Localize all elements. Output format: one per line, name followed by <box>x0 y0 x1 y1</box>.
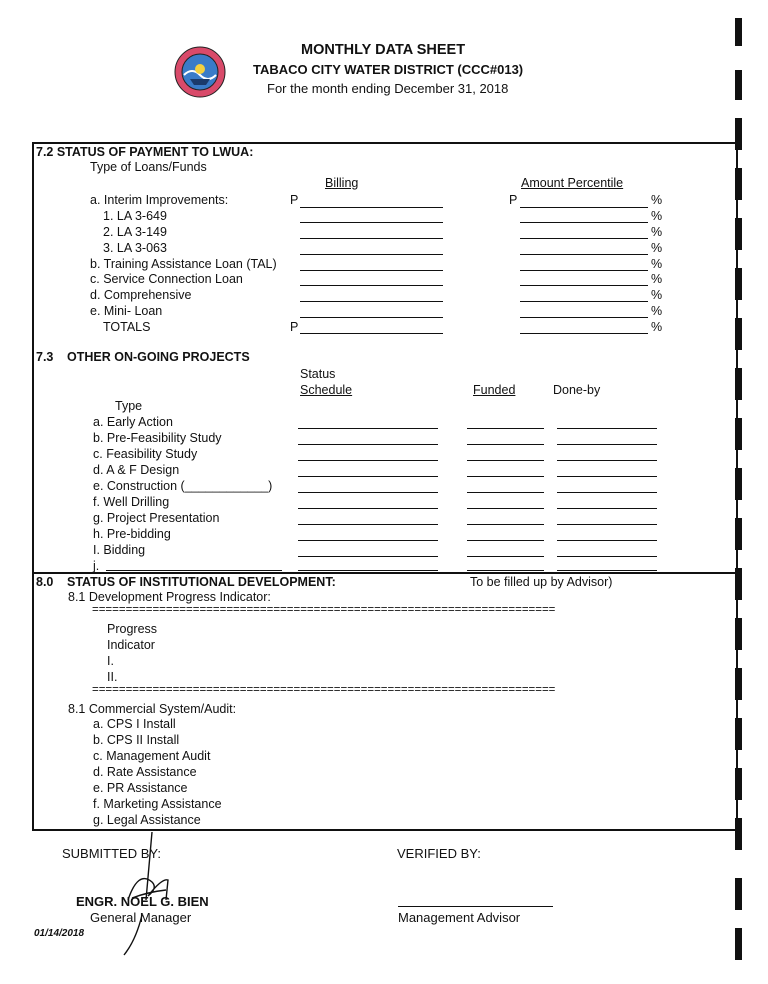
scan-mark <box>735 18 742 46</box>
peso-sign: P <box>290 320 299 334</box>
schedule-field[interactable] <box>298 540 438 541</box>
doneby-field[interactable] <box>557 524 657 525</box>
funded-field[interactable] <box>467 444 544 445</box>
audit-item: g. Legal Assistance <box>93 813 201 827</box>
organization-name: TABACO CITY WATER DISTRICT (CCC#013) <box>253 62 524 77</box>
loan-item: e. Mini- Loan <box>90 304 163 318</box>
advisor-note: To be filled up by Advisor) <box>470 575 613 589</box>
scan-mark <box>735 878 742 910</box>
commercial-audit-label: 8.1 Commercial System/Audit: <box>68 702 237 716</box>
status-column-header: Status <box>300 367 336 381</box>
billing-field[interactable] <box>300 254 443 255</box>
submitted-by-label: SUBMITTED BY: <box>62 846 161 861</box>
peso-sign: P <box>509 193 518 207</box>
submitter-title: General Manager <box>90 910 192 925</box>
doneby-field[interactable] <box>557 492 657 493</box>
audit-item: f. Marketing Assistance <box>93 797 222 811</box>
loan-item: c. Service Connection Loan <box>90 272 243 286</box>
loan-item: 3. LA 3-063 <box>103 241 167 255</box>
loan-type-subheading: Type of Loans/Funds <box>90 160 207 174</box>
funded-field[interactable] <box>467 476 544 477</box>
section-7-2-heading: 7.2 STATUS OF PAYMENT TO LWUA: <box>36 145 254 159</box>
schedule-field[interactable] <box>298 570 438 571</box>
funded-field[interactable] <box>467 570 544 571</box>
project-item: c. Feasibility Study <box>93 447 198 461</box>
percent-sign: % <box>651 272 663 286</box>
amount-field[interactable] <box>520 222 648 223</box>
billing-field[interactable] <box>300 238 443 239</box>
billing-field[interactable] <box>300 317 443 318</box>
peso-sign: P <box>290 193 299 207</box>
schedule-field[interactable] <box>298 460 438 461</box>
schedule-field[interactable] <box>298 508 438 509</box>
doneby-field[interactable] <box>557 556 657 557</box>
amount-field[interactable] <box>520 207 648 208</box>
submitter-name: ENGR. NOEL G. BIEN <box>76 894 209 909</box>
roman-item: II. <box>107 670 118 684</box>
funded-column-header: Funded <box>473 383 516 397</box>
amount-field[interactable] <box>520 254 648 255</box>
project-item: f. Well Drilling <box>93 495 170 509</box>
schedule-field[interactable] <box>298 556 438 557</box>
loan-item: 1. LA 3-649 <box>103 209 167 223</box>
loan-item: d. Comprehensive <box>90 288 192 302</box>
percent-sign: % <box>651 257 663 271</box>
project-item: a. Early Action <box>93 415 173 429</box>
audit-item: d. Rate Assistance <box>93 765 197 779</box>
project-item: d. A & F Design <box>93 463 180 477</box>
project-item: b. Pre-Feasibility Study <box>93 431 222 445</box>
funded-field[interactable] <box>467 460 544 461</box>
schedule-field[interactable] <box>298 492 438 493</box>
amount-field[interactable] <box>520 301 648 302</box>
page-title: MONTHLY DATA SHEET <box>301 42 466 58</box>
separator-line: ===================================================================== <box>92 604 556 616</box>
funded-field[interactable] <box>467 492 544 493</box>
project-item: e. Construction (____________) <box>93 479 273 493</box>
doneby-field[interactable] <box>557 540 657 541</box>
percent-sign: % <box>651 320 663 334</box>
amount-field[interactable] <box>520 238 648 239</box>
doneby-field[interactable] <box>557 476 657 477</box>
amount-field[interactable] <box>520 285 648 286</box>
schedule-field[interactable] <box>298 428 438 429</box>
funded-field[interactable] <box>467 524 544 525</box>
separator-line: ===================================================================== <box>92 684 556 696</box>
project-item: j. <box>93 559 100 573</box>
percent-sign: % <box>651 241 663 255</box>
percent-sign: % <box>651 209 663 223</box>
audit-item: c. Management Audit <box>93 749 211 763</box>
doneby-column-header: Done-by <box>553 383 601 397</box>
funded-field[interactable] <box>467 556 544 557</box>
amount-field[interactable] <box>520 317 648 318</box>
billing-field[interactable] <box>300 222 443 223</box>
percent-sign: % <box>651 288 663 302</box>
scan-mark <box>735 70 742 100</box>
amount-field[interactable] <box>520 333 648 334</box>
audit-item: e. PR Assistance <box>93 781 188 795</box>
loan-item: b. Training Assistance Loan (TAL) <box>90 257 277 271</box>
doneby-field[interactable] <box>557 508 657 509</box>
schedule-column-header: Schedule <box>300 383 353 397</box>
amount-percentile-header: Amount Percentile <box>521 176 624 190</box>
funded-field[interactable] <box>467 540 544 541</box>
type-label: Type <box>115 399 143 413</box>
progress-label: Progress <box>107 622 158 636</box>
funded-field[interactable] <box>467 428 544 429</box>
verifier-signature-line[interactable] <box>398 906 553 907</box>
billing-field[interactable] <box>300 270 443 271</box>
schedule-field[interactable] <box>298 524 438 525</box>
section-7-3-number: 7.3 <box>36 350 54 364</box>
doneby-field[interactable] <box>557 570 657 571</box>
section-8-0-number: 8.0 <box>36 575 54 589</box>
development-indicator-label: 8.1 Development Progress Indicator: <box>68 590 271 604</box>
loan-item: 2. LA 3-149 <box>103 225 167 239</box>
signature-date: 01/14/2018 <box>34 928 85 939</box>
percent-sign: % <box>651 304 663 318</box>
billing-field[interactable] <box>300 285 443 286</box>
section-7-3-heading: OTHER ON-GOING PROJECTS <box>67 350 250 364</box>
section-8-0-heading: STATUS OF INSTITUTIONAL DEVELOPMENT: <box>67 575 336 589</box>
loan-totals-label: TOTALS <box>103 320 151 334</box>
amount-field[interactable] <box>520 270 648 271</box>
reporting-period: For the month ending December 31, 2018 <box>267 81 509 96</box>
audit-item: b. CPS II Install <box>93 733 180 747</box>
percent-sign: % <box>651 225 663 239</box>
schedule-field[interactable] <box>298 476 438 477</box>
billing-field[interactable] <box>300 333 443 334</box>
audit-item: a. CPS I Install <box>93 717 176 731</box>
doneby-field[interactable] <box>557 444 657 445</box>
project-item: h. Pre-bidding <box>93 527 171 541</box>
project-item: I. Bidding <box>93 543 146 557</box>
billing-column-header: Billing <box>325 176 359 190</box>
schedule-field[interactable] <box>298 444 438 445</box>
water-district-seal <box>168 45 232 99</box>
project-j-field[interactable] <box>106 570 282 571</box>
percent-sign: % <box>651 193 663 207</box>
indicator-label: Indicator <box>107 638 155 652</box>
loan-item: a. Interim Improvements: <box>90 193 229 207</box>
funded-field[interactable] <box>467 508 544 509</box>
roman-item: I. <box>107 654 114 668</box>
scan-mark <box>735 928 742 960</box>
project-item: g. Project Presentation <box>93 511 220 525</box>
verified-by-label: VERIFIED BY: <box>397 846 481 861</box>
billing-field[interactable] <box>300 301 443 302</box>
verifier-title: Management Advisor <box>398 910 521 925</box>
doneby-field[interactable] <box>557 428 657 429</box>
doneby-field[interactable] <box>557 460 657 461</box>
billing-field[interactable] <box>300 207 443 208</box>
